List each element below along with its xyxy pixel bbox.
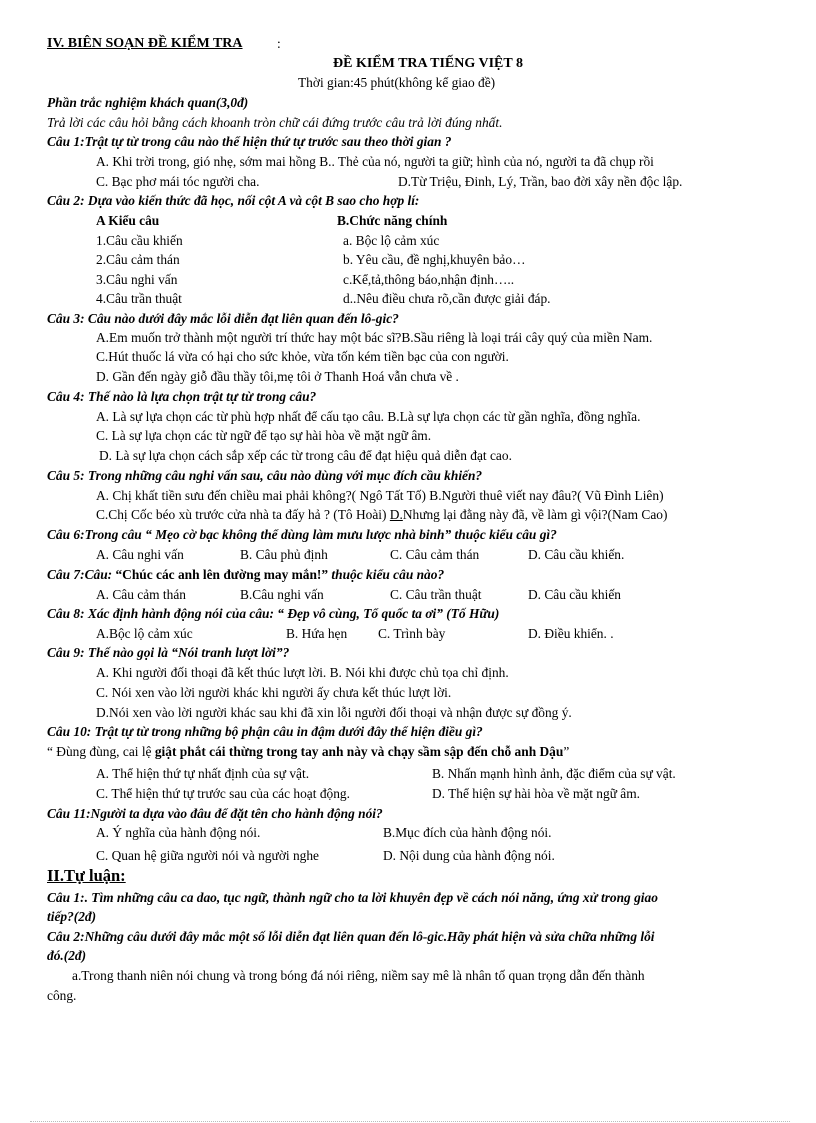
part1-instruction: Trả lời các câu hỏi bằng cách khoanh tròn chữ cái đứng trước câu trả lời đúng nhất.: [47, 115, 503, 130]
q5-option-d-letter: D.: [389, 507, 403, 522]
essay-question-1-line-1: Câu 1:. Tìm những câu ca dao, tục ngữ, thành ngữ cho ta lời khuyên đẹp về cách nói năng, ứng xử trong giao: [47, 890, 658, 905]
essay-question-2-line-2: đó.(2đ): [47, 948, 87, 963]
q9-option-c: C. Nói xen vào lời người khác khi người ấy chưa kết thúc lượt lời.: [96, 685, 452, 700]
q1-option-ab: A. Khi trời trong, gió nhẹ, sớm mai hồng B.. Thẻ của nó, người ta giữ; hình của nó, người ta đã chụp rồi: [96, 154, 654, 169]
q10-option-b: B. Nhấn mạnh hình ảnh, đặc điểm của sự vật.: [432, 766, 676, 781]
q2-b3: c.Kể,tả,thông báo,nhận định…..: [343, 272, 515, 287]
q9-option-d: D.Nói xen vào lời người khác sau khi đã xin lỗi người đối thoại và nhận được sự đồng ý.: [96, 705, 572, 720]
q10-option-d: D. Thể hiện sự hài hòa về mặt ngữ âm.: [432, 786, 641, 801]
q3-option-c: C.Hút thuốc lá vừa có hại cho sức khỏe, vừa tốn kém tiền bạc của con người.: [96, 349, 509, 364]
question-3: Câu 3: Câu nào dưới đây mắc lỗi diễn đạt liên quan đến lô-gic?: [47, 311, 399, 326]
question-11: Câu 11:Người ta dựa vào đâu để đặt tên cho hành động nói?: [47, 806, 383, 821]
question-1: Câu 1:Trật tự từ trong câu nào thể hiện thứ tự trước sau theo thời gian ?: [47, 134, 452, 149]
exam-subtitle: Thời gian:45 phút(không kể giao đề): [298, 75, 496, 90]
q7-option-d: D. Câu cầu khiến: [528, 587, 621, 602]
q5-option-d: Nhưng lại đằng này đã, về làm gì vội?(Nam Cao): [402, 507, 668, 522]
q6-option-d: D. Câu cầu khiến.: [528, 547, 625, 562]
q8-option-b: B. Hứa hẹn: [286, 626, 348, 641]
question-6: Câu 6:Trong câu “ Mẹo cờ bạc không thể dùng làm mưu lược nhà binh” thuộc kiểu câu gì?: [47, 527, 557, 542]
q8-option-d: D. Điều khiển. .: [528, 626, 614, 641]
question-8: Câu 8: Xác định hành động nói của câu: “ Đẹp vô cùng, Tổ quốc ta ơi” (Tố Hữu): [47, 606, 500, 621]
question-4: Câu 4: Thế nào là lựa chọn trật tự từ trong câu?: [47, 389, 317, 404]
question-9: Câu 9: Thế nào gọi là “Nói tranh lượt lời”?: [47, 645, 290, 660]
q11-option-c: C. Quan hệ giữa người nói và người nghe: [96, 848, 319, 863]
q7-option-c: C. Câu trần thuật: [390, 587, 482, 602]
q10-option-c: C. Thể hiện thứ tự trước sau của các hoạt động.: [96, 786, 350, 801]
q10-option-a: A. Thể hiện thứ tự nhất định của sự vật.: [96, 766, 310, 781]
essay-question-2-line-1: Câu 2:Những câu dưới đây mắc một số lỗi diễn đạt liên quan đến lô-gic.Hãy phát hiện và sửa chữa những lỗi: [47, 929, 655, 944]
q2-a2: 2.Câu cảm thán: [96, 252, 180, 267]
q3-option-ab: A.Em muốn trở thành một người trí thức hay một bác sĩ?B.Sầu riêng là loại trái cây quý của miền Nam.: [96, 330, 653, 345]
bottom-rule: [30, 1121, 790, 1122]
q11-option-b: B.Mục đích của hành động nói.: [383, 825, 552, 840]
part1-heading: Phần trắc nghiệm khách quan(3,0đ): [47, 95, 249, 110]
q2-b2: b. Yêu cầu, đề nghị,khuyên bảo…: [343, 252, 526, 267]
q8-option-c: C. Trình bày: [378, 626, 446, 641]
q4-option-c: C. Là sự lựa chọn các từ ngữ để tạo sự hài hòa về mặt ngữ âm.: [96, 428, 432, 443]
essay-item-a-line-2: công.: [47, 988, 77, 1003]
q2-a3: 3.Câu nghi vấn: [96, 272, 178, 287]
q1-option-c: C. Bạc phơ mái tóc người cha.: [96, 174, 260, 189]
q2-a1: 1.Câu cầu khiến: [96, 233, 183, 248]
q10-quote: “ Đùng đùng, cai lệ giật phắt cái thừng trong tay anh này và chạy sầm sập đến chỗ anh Dậu”: [47, 744, 570, 759]
q5-option-cd: [96, 505, 667, 524]
q5-option-c: C.Chị Cốc béo xù trước cửa nhà ta đấy hả ? (Tô Hoài): [96, 507, 387, 522]
q10-bold-part: giật phắt cái thừng trong tay anh này và chạy sầm sập đến chỗ anh Dậu: [154, 744, 564, 759]
section-colon: :: [277, 36, 281, 51]
q2-column-b-header: B.Chức năng chính: [337, 213, 448, 228]
part2-heading: II.Tự luận:: [47, 866, 126, 885]
q6-option-c: C. Câu cảm thán: [390, 547, 480, 562]
q4-option-d: D. Là sự lựa chọn cách sắp xếp các từ trong câu để đạt hiệu quả diễn đạt cao.: [99, 448, 512, 463]
section-heading: IV. BIÊN SOẠN ĐỀ KIỂM TRA: [47, 36, 243, 51]
q6-option-a: A. Câu nghi vấn: [96, 547, 184, 562]
q4-option-ab: A. Là sự lựa chọn các từ phù hợp nhất để cấu tạo câu. B.Là sự lựa chọn các từ gần nghĩa, đồng nghĩa.: [96, 409, 641, 424]
q11-option-d: D. Nội dung của hành động nói.: [383, 848, 555, 863]
essay-question-1-line-2: tiếp?(2đ): [47, 909, 97, 924]
question-5: Câu 5: Trong những câu nghi vấn sau, câu nào dùng với mục đích cầu khiến?: [47, 468, 483, 483]
q9-option-ab: A. Khi người đối thoại đã kết thúc lượt lời. B. Nói khi được chủ tọa chỉ định.: [96, 665, 509, 680]
q3-option-d: D. Gần đến ngày giỗ đầu thầy tôi,mẹ tôi ở Thanh Hoá vẫn chưa về .: [96, 369, 459, 384]
question-10: Câu 10: Trật tự từ trong những bộ phận câu in đậm dưới đây thể hiện điều gì?: [47, 724, 483, 739]
question-2: Câu 2: Dựa vào kiến thức đã học, nối cột A và cột B sao cho hợp lí:: [47, 193, 420, 208]
q2-a4: 4.Câu trần thuật: [96, 291, 182, 306]
q2-b4: d..Nêu điều chưa rõ,cần được giải đáp.: [343, 291, 551, 306]
q5-option-ab: A. Chị khất tiền sưu đến chiều mai phải không?( Ngô Tất Tố) B.Người thuê viết nay đâu?( Vũ Đình Liên): [96, 488, 664, 503]
q11-option-a: A. Ý nghĩa của hành động nói.: [96, 825, 261, 840]
q7-option-b: B.Câu nghi vấn: [240, 587, 324, 602]
exam-title: ĐỀ KIỂM TRA TIẾNG VIỆT 8: [333, 56, 523, 71]
q8-option-a: A.Bộc lộ cảm xúc: [96, 626, 193, 641]
q6-option-b: B. Câu phủ định: [240, 547, 328, 562]
q2-column-a-header: A Kiểu câu: [96, 213, 160, 228]
q7-quote: “Chúc các anh lên đường may mắn!”: [115, 567, 329, 582]
q2-b1: a. Bộc lộ cảm xúc: [343, 233, 440, 248]
q7-option-a: A. Câu cảm thán: [96, 587, 186, 602]
q1-option-d: D.Từ Triệu, Đinh, Lý, Trần, bao đời xây nền độc lập.: [398, 174, 683, 189]
essay-item-a-line-1: a.Trong thanh niên nói chung và trong bóng đá nói riêng, niềm say mê là nhân tố quan trọng dẫn đến thành: [72, 968, 645, 983]
question-7: Câu 7:Câu: “Chúc các anh lên đường may mắn!” thuộc kiểu câu nào?: [47, 567, 445, 582]
